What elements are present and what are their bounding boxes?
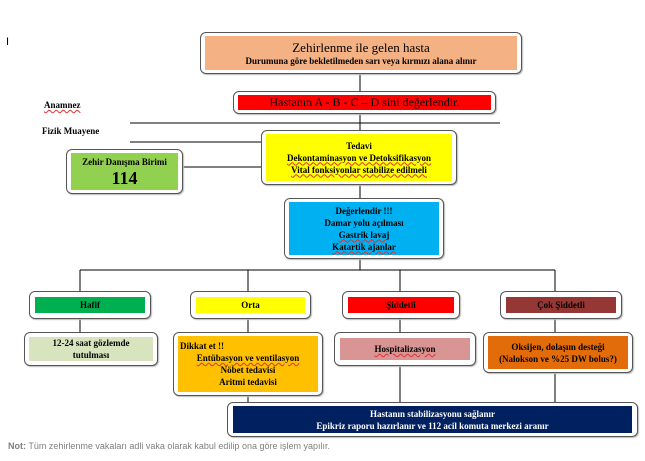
severity-moderate-fill	[196, 297, 305, 313]
severity-severe	[342, 291, 460, 319]
poison-center-fill	[71, 153, 178, 190]
moderate-detail-item: Aritmi tedavisi	[219, 377, 277, 387]
severity-moderate-label: Orta	[241, 300, 260, 310]
severe-detail-text: Hospitalizasyon	[374, 344, 436, 354]
abcd-box	[233, 91, 496, 114]
start-subtitle: Durumuna göre bekletilmeden sarı veya kırmızı alana alınır	[245, 55, 477, 66]
very-severe-detail-box	[483, 332, 633, 373]
start-title: Zehirlenme ile gelen hasta	[292, 39, 430, 55]
poison-center-box	[66, 149, 183, 194]
severity-moderate	[190, 291, 311, 319]
poison-center-number: 114	[111, 167, 138, 188]
moderate-detail-item: Entübasyon ve ventilasyon	[196, 353, 300, 363]
evaluate-item: Damar yolu açılması	[324, 217, 404, 228]
moderate-detail-item: Nöbet tedavisi	[220, 365, 276, 375]
severe-detail-box	[334, 332, 476, 366]
severity-very-severe-fill	[506, 297, 616, 313]
cursor-mark: I	[6, 36, 10, 48]
evaluate-box	[284, 198, 444, 259]
treatment-fill	[266, 134, 452, 181]
severity-mild-fill	[35, 297, 145, 313]
abcd-fill	[238, 95, 491, 110]
mild-detail-line-2: tutulması	[72, 350, 110, 360]
severe-detail-fill	[340, 338, 470, 360]
footnote-text: Tüm zehirlenme vakaları adli vaka olarak kabul edilip ona göre işlem yapılır.	[26, 441, 330, 451]
severity-mild	[29, 291, 151, 319]
mild-detail-box	[24, 332, 158, 366]
very-severe-detail-fill	[488, 336, 628, 369]
severity-severe-label: Şiddetli	[386, 300, 416, 310]
final-box	[227, 402, 638, 437]
fizik-muayene-label: Fizik Muayene	[42, 126, 100, 136]
moderate-detail-box	[173, 332, 323, 396]
start-box-fill	[205, 36, 517, 70]
mild-detail-fill	[29, 337, 153, 361]
very-severe-detail-line-2: (Nalokson ve %25 DW bolus?)	[499, 353, 617, 364]
poison-center-title: Zehir Danışma Birimi	[82, 156, 167, 167]
start-box	[200, 32, 522, 74]
severity-very-severe	[500, 291, 622, 319]
severity-severe-fill	[348, 297, 454, 313]
treatment-box	[261, 130, 457, 185]
very-severe-detail-line-1: Oksijen, dolaşım desteği	[511, 341, 605, 352]
final-line-2: Epikriz raporu hazırlanır ve 112 acil komuta merkezi aranır	[316, 420, 549, 431]
evaluate-fill	[289, 202, 439, 255]
treatment-line-1: Dekontaminasyon ve Detoksifikasyon	[286, 152, 432, 163]
severity-mild-label: Hafif	[80, 300, 100, 310]
mild-detail-line-1: 12-24 saat gözlemde	[52, 338, 130, 348]
footnote-label: Not:	[8, 441, 26, 451]
final-fill	[233, 406, 632, 433]
treatment-line-2: Vital fonksiyonlar stabilize edilmeli	[291, 164, 427, 175]
abcd-text: Hastanın A - B - C – D sini değerlendir.	[269, 95, 460, 109]
evaluate-item: Katartik ajanlar	[332, 241, 396, 252]
evaluate-title: Değerlendir !!!	[335, 205, 393, 216]
moderate-detail-title: Dikkat et !!	[180, 341, 224, 351]
final-line-1: Hastanın stabilizasyonu sağlanır	[369, 408, 496, 419]
anamnez-label: Anamnez	[44, 100, 81, 110]
severity-very-severe-label: Çok Şiddetli	[537, 300, 585, 310]
evaluate-item: Gastrik lavaj	[338, 229, 390, 240]
footnote	[8, 441, 330, 451]
treatment-title: Tedavi	[346, 140, 372, 151]
moderate-detail-fill	[178, 336, 318, 392]
